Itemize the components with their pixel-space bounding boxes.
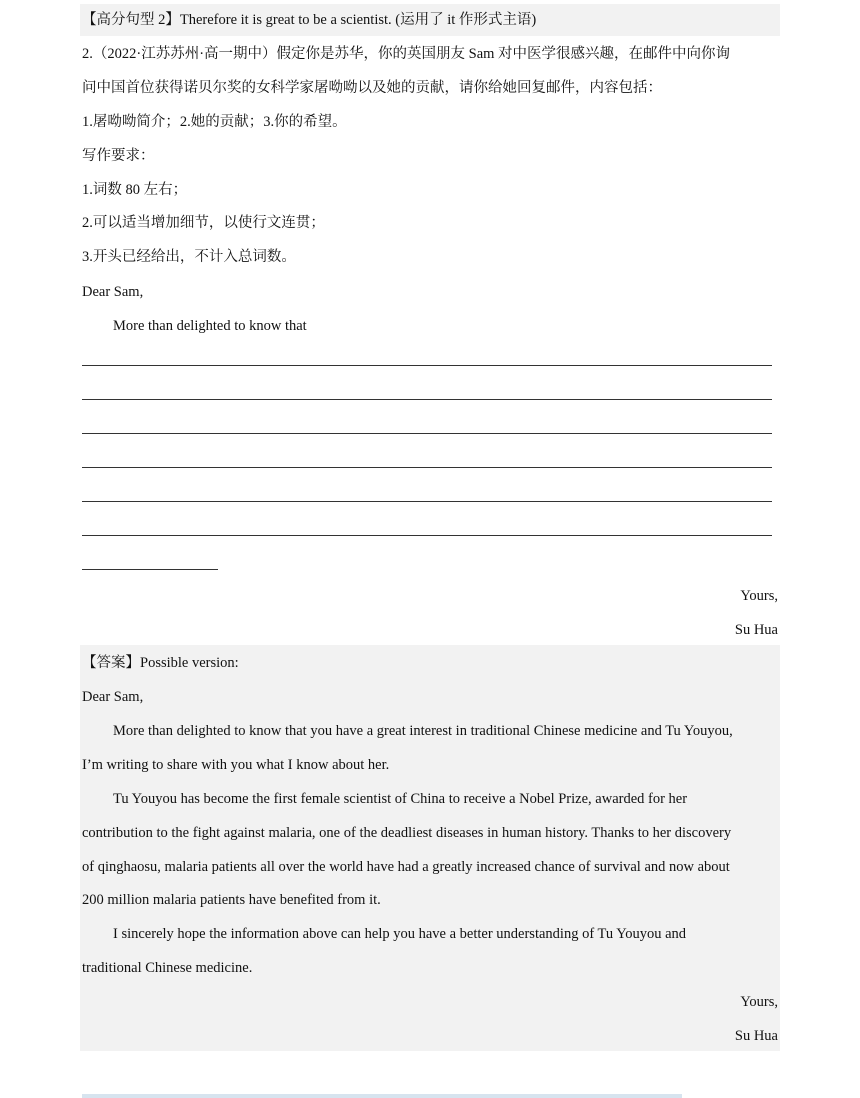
letter-greeting: Dear Sam, <box>82 284 144 300</box>
footer-bar <box>82 1094 682 1098</box>
writing-blank-line[interactable] <box>82 433 772 434</box>
content-items: 1.屠呦呦简介；2.她的贡献；3.你的希望。 <box>82 114 347 130</box>
letter-opening: More than delighted to know that <box>113 318 307 334</box>
writing-blank-line[interactable] <box>82 365 772 366</box>
writing-blank-line[interactable] <box>82 399 772 400</box>
writing-blank-line-short[interactable] <box>82 569 218 570</box>
answer-label: 【答案】Possible version: <box>82 655 239 671</box>
writing-blank-line[interactable] <box>82 501 772 502</box>
highlight-sentence: 【高分句型 2】Therefore it is great to be a scientist. (运用了 it 作形式主语) <box>82 12 537 28</box>
answer-box <box>80 645 780 1051</box>
answer-closing: Yours, <box>740 994 778 1010</box>
writing-blank-line[interactable] <box>82 535 772 536</box>
answer-paragraph-1-line-2: I’m writing to share with you what I know about her. <box>82 757 390 773</box>
question-line-1: 2.（2022·江苏苏州·高一期中）假定你是苏华，你的英国朋友 Sam 对中医学很感兴趣，在邮件中向你询 <box>82 46 731 62</box>
question-line-2: 问中国首位获得诺贝尔奖的女科学家屠呦呦以及她的贡献，请你给她回复邮件，内容包括： <box>82 80 662 96</box>
answer-greeting: Dear Sam, <box>82 689 144 705</box>
answer-paragraph-3-line-2: traditional Chinese medicine. <box>82 960 253 976</box>
answer-paragraph-2-line-4: 200 million malaria patients have benefited from it. <box>82 892 381 908</box>
letter-signature: Su Hua <box>734 622 778 638</box>
requirement-3: 3.开头已经给出，不计入总词数。 <box>82 249 296 265</box>
answer-paragraph-2-line-3: of qinghaosu, malaria patients all over the world have had a greatly increased chance of survival and now about <box>82 859 730 875</box>
letter-closing: Yours, <box>740 588 778 604</box>
answer-signature: Su Hua <box>734 1028 778 1044</box>
answer-paragraph-2-line-1: Tu Youyou has become the first female scientist of China to receive a Nobel Prize, awarded for her <box>113 791 688 807</box>
requirements-title: 写作要求： <box>82 148 155 164</box>
answer-paragraph-3-line-1: I sincerely hope the information above can help you have a better understanding of Tu Youyou and <box>113 926 687 942</box>
requirement-1: 1.词数 80 左右； <box>82 182 188 198</box>
answer-paragraph-2-line-2: contribution to the fight against malaria, one of the deadliest diseases in human history. Thanks to her discovery <box>82 825 732 841</box>
answer-paragraph-1-line-1: More than delighted to know that you have a great interest in traditional Chinese medicine and Tu Youyou, <box>113 723 733 739</box>
requirement-2: 2.可以适当增加细节，以使行文连贯； <box>82 215 325 231</box>
writing-blank-line[interactable] <box>82 467 772 468</box>
